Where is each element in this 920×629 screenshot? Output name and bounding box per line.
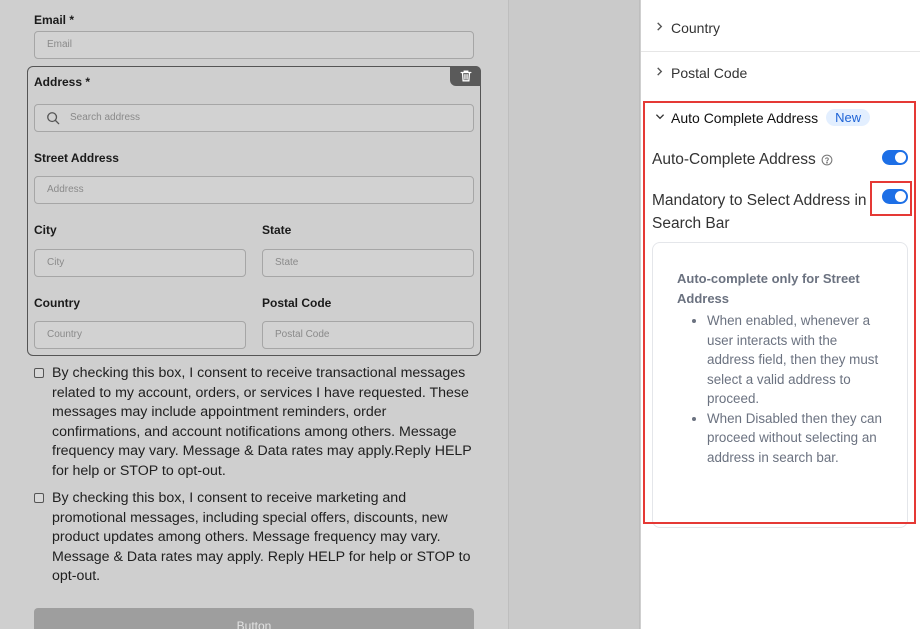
city-label: City <box>34 223 57 237</box>
annotation-highlight-section <box>643 101 916 524</box>
state-label: State <box>262 223 292 237</box>
postal-code-field[interactable]: Postal Code <box>262 321 474 349</box>
transactional-consent-text: By checking this box, I consent to receive transactional messages related to my account, orders, or services I have requested. These messages may include appointment reminders, order confirmations, and account notifications among others. Message frequency may vary. Message & Data rates may apply.Reply HELP for help or STOP to opt-out. <box>52 365 472 479</box>
country-label: Country <box>34 296 80 310</box>
marketing-consent <box>34 489 474 587</box>
transactional-consent-checkbox[interactable] <box>34 368 44 378</box>
accordion-auto-complete-label: Auto Complete Address <box>671 109 819 126</box>
divider <box>641 51 920 52</box>
postal-code-label: Postal Code <box>262 296 332 310</box>
canvas-gutter <box>508 0 640 629</box>
state-field[interactable]: State <box>262 249 474 277</box>
mandatory-select-label: Mandatory to Select Address in Search Bar <box>652 192 867 232</box>
email-field[interactable]: Email <box>34 31 474 59</box>
country-field[interactable]: Country <box>34 321 246 349</box>
chevron-right-icon <box>655 22 669 34</box>
transactional-consent <box>34 364 474 481</box>
info-card-title: Auto-complete only for Street Address <box>677 271 860 306</box>
trash-icon <box>459 69 473 83</box>
auto-complete-label: Auto-Complete Address <box>652 151 816 168</box>
email-label: Email * <box>34 13 75 27</box>
annotation-highlight-toggle <box>870 181 912 216</box>
accordion-postal-code-label: Postal Code <box>671 65 748 81</box>
info-card-point: • When enabled, whenever a user interacts with the address field, then they must select a valid address to proceed. <box>707 311 885 409</box>
info-card-point: • When Disabled then they can proceed without selecting an address in search bar. <box>707 409 885 468</box>
accordion-postal-code[interactable] <box>655 65 747 81</box>
new-badge: New <box>826 109 870 126</box>
street-address-field[interactable]: Address <box>34 176 474 204</box>
delete-button[interactable] <box>450 66 481 86</box>
marketing-consent-checkbox[interactable] <box>34 493 44 503</box>
search-address-input[interactable]: Search address <box>34 104 474 132</box>
address-label: Address * <box>34 75 91 89</box>
street-address-label: Street Address <box>34 151 119 165</box>
accordion-country-label: Country <box>671 20 721 36</box>
chevron-right-icon <box>655 67 669 79</box>
search-icon <box>46 111 60 125</box>
city-field[interactable]: City <box>34 249 246 277</box>
accordion-country[interactable] <box>655 20 720 36</box>
submit-button[interactable]: Button <box>34 608 474 629</box>
marketing-consent-text: By checking this box, I consent to receive marketing and promotional messages, including special offers, discounts, new product updates among others. Message frequency may vary. Message & Data rates may apply. Reply HELP for help or STOP to opt-out. <box>52 490 471 584</box>
